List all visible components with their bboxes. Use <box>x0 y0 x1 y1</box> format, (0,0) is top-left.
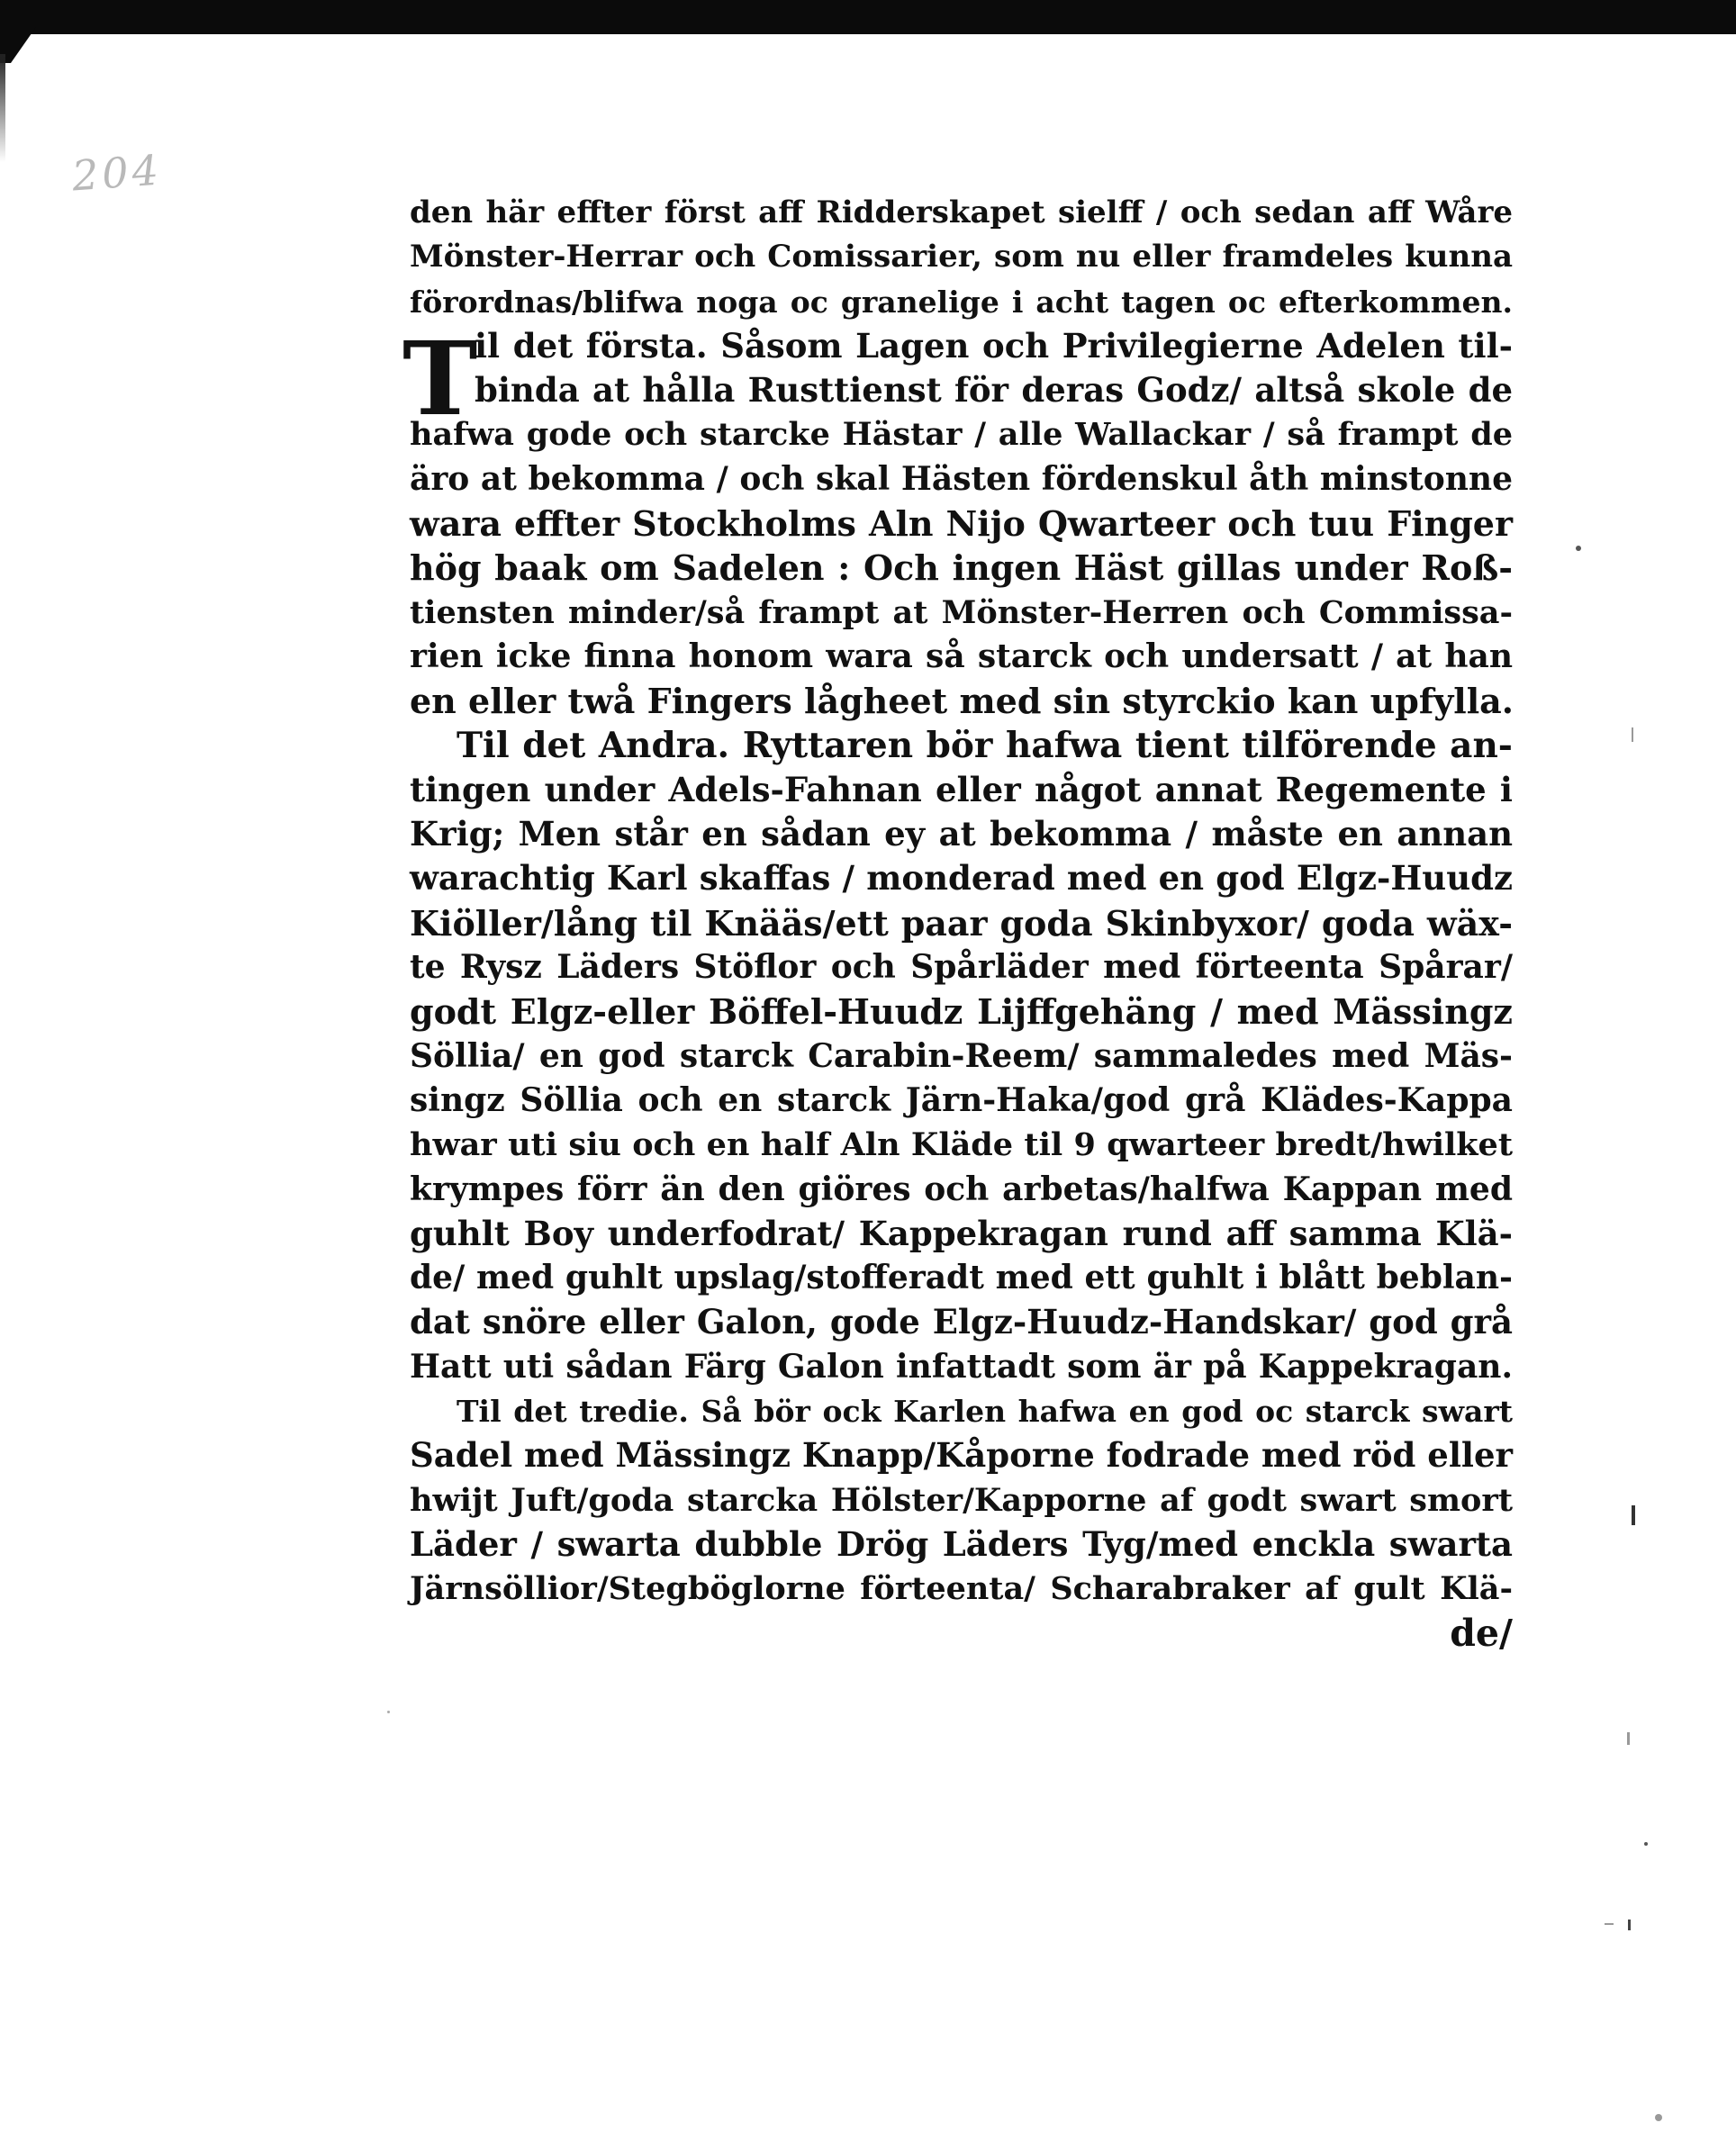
text-line: krympes förr än den giöres och arbetas/halfwa Kappan med <box>410 1170 1513 1208</box>
text-line: förordnas/blifwa noga oc granelige i acht tagen oc efterkommen. <box>410 284 1513 320</box>
text-line: Sadel med Mässingz Knapp/Kåporne fodrade med röd eller <box>410 1435 1513 1476</box>
scan-speck <box>1644 1842 1648 1846</box>
scan-border-left <box>0 54 5 162</box>
text-line: hög baak om Sadelen : Och ingen Häst gillas under Roß- <box>410 547 1513 589</box>
text-line: Järnsöllior/Stegböglorne förteenta/ Scharabraker af gult Klä- <box>410 1570 1513 1608</box>
text-line: il det första. Såsom Lagen och Privilegierne Adelen til- <box>475 325 1513 366</box>
text-line: den här effter först aff Ridderskapet sielff / och sedan aff Wåre <box>410 194 1513 230</box>
text-line: Til det tredie. Så bör ock Karlen hafwa en god oc starck swart <box>457 1394 1513 1430</box>
scan-border-top <box>0 0 1736 34</box>
text-line: wara effter Stockholms Aln Nijo Qwarteer och tuu Finger <box>410 503 1513 545</box>
text-line: Til det Andra. Ryttaren bör hafwa tient tilförende an- <box>457 724 1513 766</box>
handwritten-folio-number: 204 <box>70 145 164 201</box>
catchword: de/ <box>1450 1611 1513 1655</box>
text-line: hwijt Juft/goda starcka Hölster/Kapporne af godt swart smort <box>410 1481 1513 1519</box>
text-line: tiensten minder/så frampt at Mönster-Herren och Commissa- <box>410 593 1513 631</box>
text-line: Läder / swarta dubble Drög Läders Tyg/med enckla swarta <box>410 1523 1513 1564</box>
text-line: warachtig Karl skaffas / monderad med en god Elgz-Huudz <box>410 858 1513 899</box>
text-line: rien icke finna honom wara så starck och undersatt / at han <box>410 637 1513 675</box>
drop-cap-initial: T <box>402 321 478 438</box>
text-line: Kiöller/lång til Knääs/ett paar goda Skinbyxor/ goda wäx- <box>410 902 1513 944</box>
text-line: de/ med guhlt upslag/stofferadt med ett guhlt i blått beblan- <box>410 1259 1513 1297</box>
scan-speck <box>1628 1920 1631 1930</box>
scan-speck <box>1605 1923 1614 1925</box>
text-line: äro at bekomma / och skal Hästen fördenskul åth minstonne <box>410 459 1513 498</box>
text-line: dat snöre eller Galon, gode Elgz-Huudz-Handskar/ god grå <box>410 1302 1513 1342</box>
scan-speck <box>387 1711 390 1713</box>
text-line: Hatt uti sådan Färg Galon infattadt som är på Kappekragan. <box>410 1347 1513 1386</box>
scan-speck <box>1632 1505 1635 1525</box>
text-line: Söllia/ en god starck Carabin-Reem/ sammaledes med Mäs- <box>410 1036 1513 1075</box>
text-line: hafwa gode och starcke Hästar / alle Wallackar / så frampt de <box>410 416 1513 454</box>
scan-border-corner <box>0 27 36 63</box>
text-line: binda at hålla Rusttienst för deras Godz/ altså skole de <box>475 370 1513 411</box>
text-line: en eller twå Fingers lågheet med sin styrckio kan upfylla. <box>410 681 1514 722</box>
text-line: tingen under Adels-Fahnan eller något annat Regemente i <box>410 769 1513 809</box>
text-line: hwar uti siu och en half Aln Kläde til 9 qwarteer bredt/hwilket <box>410 1126 1513 1164</box>
text-line: te Rysz Läders Stöflor och Spårläder med förteenta Spårar/ <box>410 948 1513 987</box>
text-line: singz Söllia och en starck Järn-Haka/god grå Klädes-Kappa <box>410 1080 1513 1119</box>
scan-speck <box>1576 546 1581 551</box>
printed-text-block <box>402 191 1514 1656</box>
scan-speck <box>1627 1732 1630 1745</box>
text-line: guhlt Boy underfodrat/ Kappekragan rund aff samma Klä- <box>410 1213 1513 1253</box>
text-line: godt Elgz-eller Böffel-Huudz Lijffgehäng / med Mässingz <box>410 991 1513 1033</box>
scan-speck <box>1632 727 1633 742</box>
text-line: Mönster-Herrar och Comissarier, som nu eller framdeles kunna <box>410 239 1513 276</box>
scan-speck <box>1655 2114 1662 2121</box>
text-line: Krig; Men står en sådan ey at bekomma / måste en annan <box>410 814 1513 854</box>
